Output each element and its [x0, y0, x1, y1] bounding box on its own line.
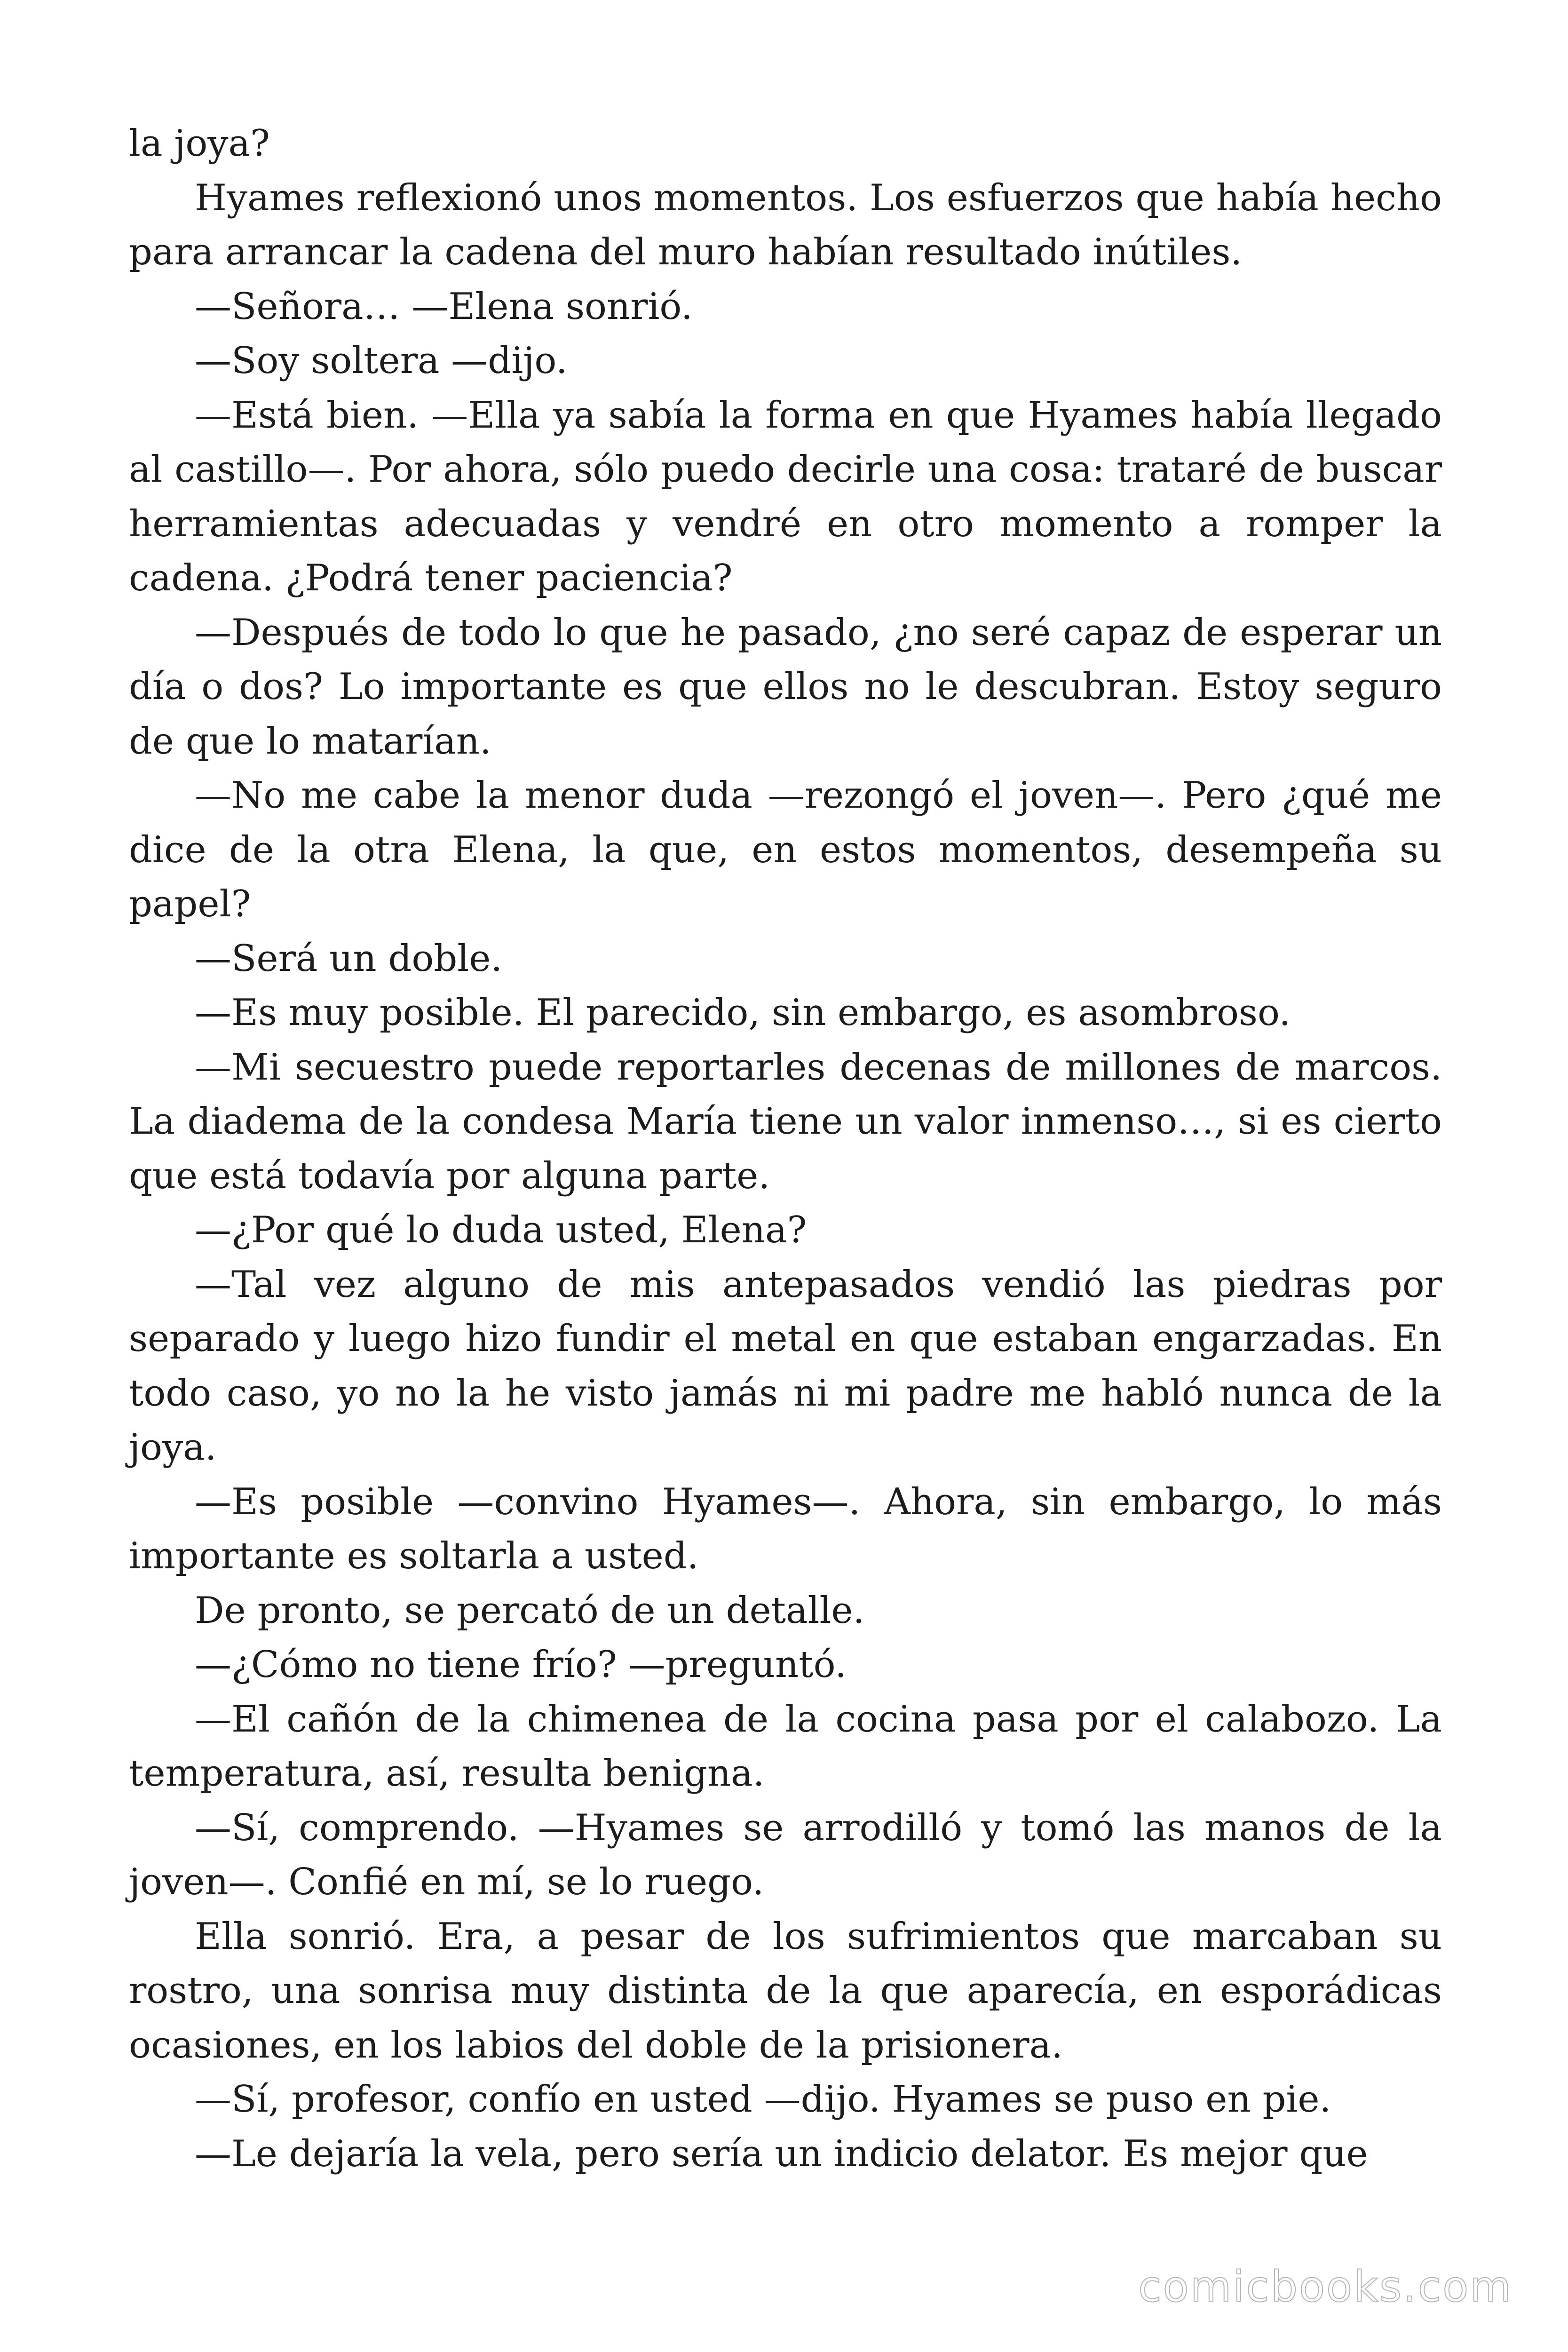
paragraph-18: Ella sonrió. Era, a pesar de los sufrimientos que marcaban su rostro, una sonrisa muy distinta de la que aparecía, en esporádicas ocasiones, en los labios del doble de la prisionera.	[129, 1915, 1442, 2066]
paragraph-20: —Le dejaría la vela, pero sería un indicio delator. Es mejor que	[195, 2132, 1368, 2175]
paragraph-6: —Después de todo lo que he pasado, ¿no seré capaz de esperar un día o dos? Lo importante es que ellos no le descubran. Estoy seguro de que lo matarían.	[129, 611, 1442, 763]
paragraph-1: la joya?	[129, 122, 270, 165]
paragraph-15: —¿Cómo no tiene frío? —preguntó.	[195, 1644, 847, 1686]
paragraph-5: —Está bien. —Ella ya sabía la forma en que Hyames había llegado al castillo—. Por ahora, sólo puedo decirle una cosa: trataré de buscar herramientas adecuadas y vendré en otro momento a romper la cadena. ¿Podrá tener paciencia?	[129, 394, 1442, 599]
paragraph-12: —Tal vez alguno de mis antepasados vendió las piedras por separado y luego hizo fundir el metal en que estaban engarzadas. En todo caso, yo no la he visto jamás ni mi padre me habló nunca de la joya.	[129, 1263, 1442, 1469]
paragraph-2: Hyames reflexionó unos momentos. Los esfuerzos que había hecho para arrancar la cadena del muro habían resultado inútiles.	[129, 176, 1442, 273]
paragraph-14: De pronto, se percató de un detalle.	[195, 1589, 865, 1632]
paragraph-11: —¿Por qué lo duda usted, Elena?	[195, 1209, 807, 1251]
paragraph-7: —No me cabe la menor duda —rezongó el joven—. Pero ¿qué me dice de la otra Elena, la que, en estos momentos, desempeña su papel?	[129, 774, 1442, 925]
watermark: comicbooks.com	[1138, 2262, 1513, 2312]
paragraph-8: —Será un doble.	[195, 937, 503, 980]
paragraph-4: —Soy soltera —dijo.	[195, 340, 568, 382]
paragraph-13: —Es posible —convino Hyames—. Ahora, sin embargo, lo más importante es soltarla a usted.	[129, 1480, 1442, 1577]
paragraph-17: —Sí, comprendo. —Hyames se arrodilló y tomó las manos de la joven—. Confié en mí, se lo ruego.	[129, 1806, 1442, 1903]
paragraph-19: —Sí, profesor, confío en usted —dijo. Hyames se puso en pie.	[195, 2078, 1331, 2121]
paragraph-9: —Es muy posible. El parecido, sin embargo, es asombroso.	[195, 992, 1291, 1034]
page-body	[129, 117, 1442, 2181]
paragraph-16: —El cañón de la chimenea de la cocina pasa por el calabozo. La temperatura, así, resulta benigna.	[129, 1698, 1442, 1795]
paragraph-10: —Mi secuestro puede reportarles decenas de millones de marcos. La diadema de la condesa María tiene un valor inmenso…, si es cierto que está todavía por alguna parte.	[129, 1046, 1442, 1197]
paragraph-3: —Señora… —Elena sonrió.	[195, 285, 693, 328]
